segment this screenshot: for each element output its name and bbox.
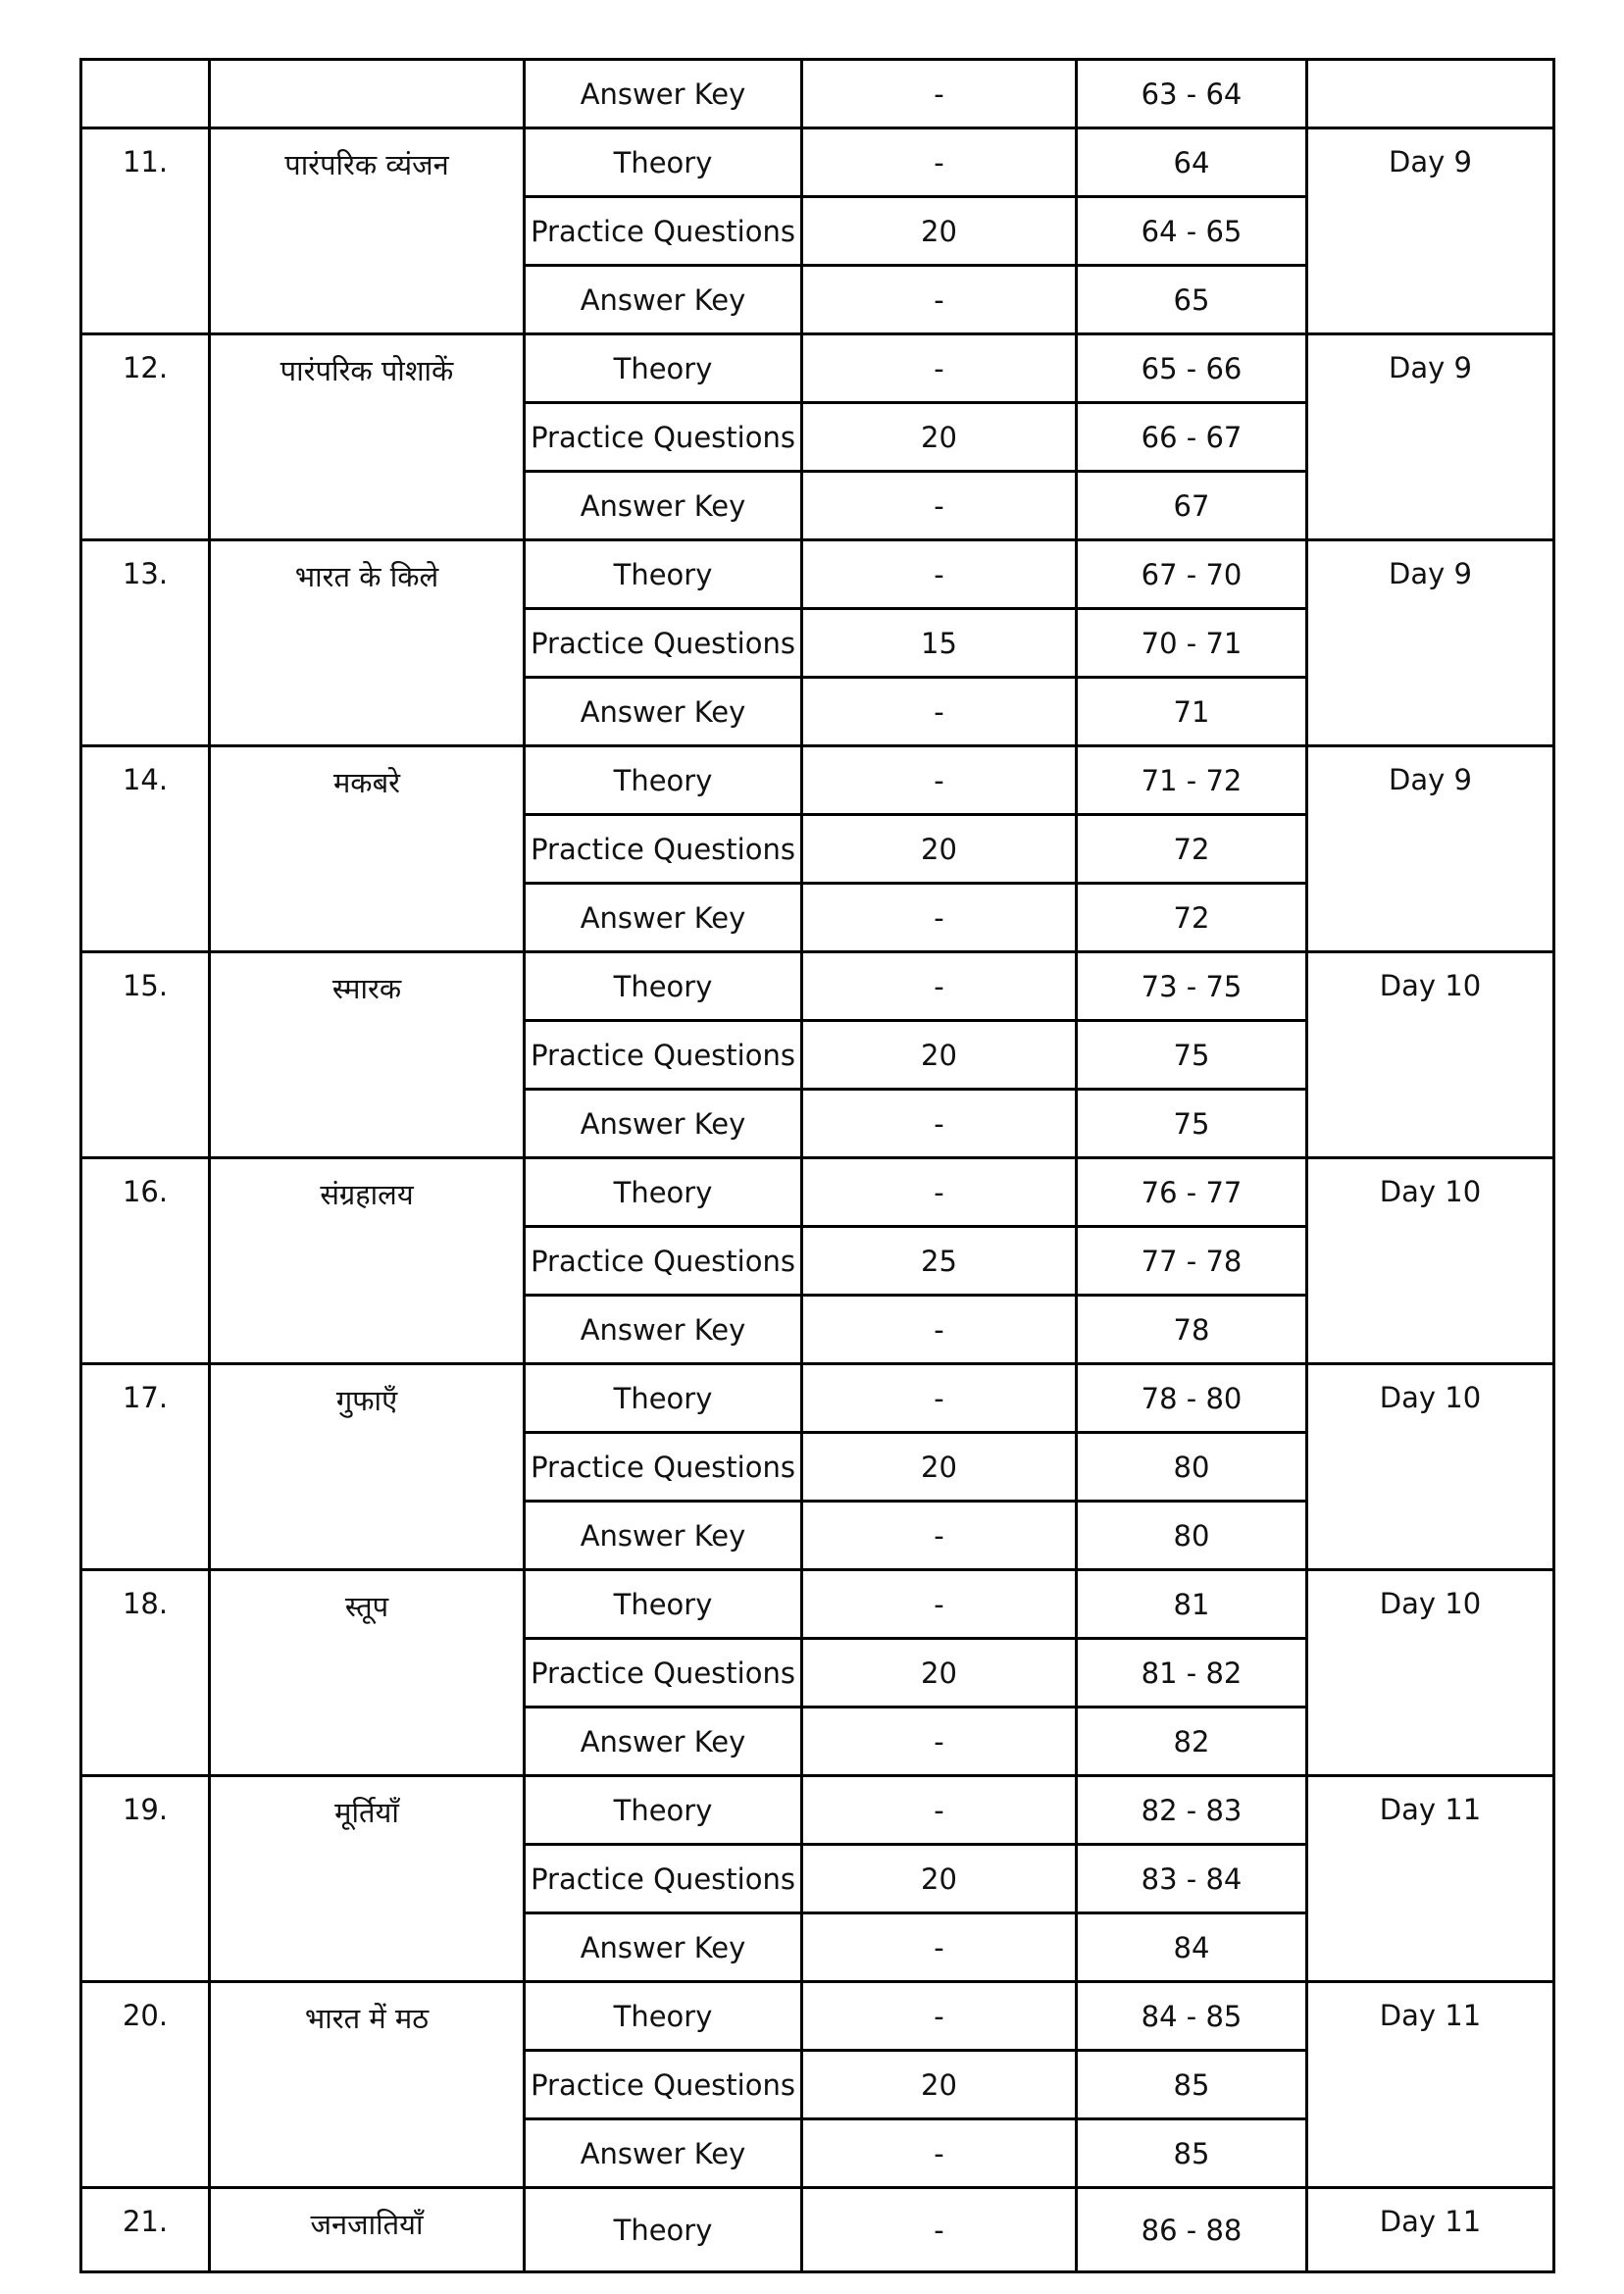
- section-cell: Answer Key: [525, 1502, 802, 1570]
- question-count-cell: -: [802, 2119, 1077, 2188]
- question-count-cell: -: [802, 540, 1077, 609]
- page-range-cell: 72: [1077, 884, 1307, 952]
- section-cell: Practice Questions: [525, 2051, 802, 2119]
- question-count-cell: 20: [802, 1845, 1077, 1913]
- section-cell: Answer Key: [525, 1296, 802, 1364]
- section-cell: Theory: [525, 746, 802, 815]
- section-cell: Practice Questions: [525, 197, 802, 266]
- table-row: [81, 540, 1554, 609]
- page-range-cell: 80: [1077, 1433, 1307, 1502]
- page-range-cell: 78 - 80: [1077, 1364, 1307, 1433]
- section-cell: Theory: [525, 1364, 802, 1433]
- page-range-cell: 72: [1077, 815, 1307, 884]
- section-cell: Theory: [525, 2188, 802, 2272]
- page-range-cell: 66 - 67: [1077, 403, 1307, 472]
- table-row: [81, 746, 1554, 815]
- section-cell: Theory: [525, 1776, 802, 1845]
- section-cell: Theory: [525, 1982, 802, 2051]
- section-cell: Answer Key: [525, 266, 802, 334]
- table-row: [81, 952, 1554, 1021]
- page-range-cell: 71 - 72: [1077, 746, 1307, 815]
- topic-number-cell: 17.: [81, 1364, 210, 1570]
- question-count-cell: 15: [802, 609, 1077, 678]
- page-range-cell: 81 - 82: [1077, 1639, 1307, 1708]
- question-count-cell: 20: [802, 815, 1077, 884]
- page-range-cell: 83 - 84: [1077, 1845, 1307, 1913]
- day-cell: Day 10: [1307, 1570, 1554, 1776]
- day-cell: Day 10: [1307, 1158, 1554, 1364]
- page-range-cell: 64: [1077, 128, 1307, 197]
- day-cell: Day 9: [1307, 540, 1554, 746]
- section-cell: Answer Key: [525, 60, 802, 128]
- page-range-cell: 65 - 66: [1077, 334, 1307, 403]
- day-cell: Day 10: [1307, 1364, 1554, 1570]
- question-count-cell: -: [802, 1982, 1077, 2051]
- question-count-cell: -: [802, 746, 1077, 815]
- page-range-cell: 81: [1077, 1570, 1307, 1639]
- question-count-cell: 20: [802, 2051, 1077, 2119]
- topic-title-cell: [210, 60, 525, 128]
- question-count-cell: -: [802, 952, 1077, 1021]
- page-range-cell: 84 - 85: [1077, 1982, 1307, 2051]
- page-range-cell: 64 - 65: [1077, 197, 1307, 266]
- topic-title-cell: गुफाएँ: [210, 1364, 525, 1570]
- day-cell: Day 9: [1307, 746, 1554, 952]
- question-count-cell: 20: [802, 197, 1077, 266]
- topic-number-cell: 15.: [81, 952, 210, 1158]
- topic-number-cell: 19.: [81, 1776, 210, 1982]
- section-cell: Theory: [525, 1158, 802, 1227]
- section-cell: Theory: [525, 128, 802, 197]
- page-range-cell: 67: [1077, 472, 1307, 540]
- page-range-cell: 80: [1077, 1502, 1307, 1570]
- question-count-cell: -: [802, 1364, 1077, 1433]
- section-cell: Answer Key: [525, 1708, 802, 1776]
- table-row: [81, 1776, 1554, 1845]
- topic-title-cell: संग्रहालय: [210, 1158, 525, 1364]
- question-count-cell: -: [802, 1570, 1077, 1639]
- day-cell: Day 9: [1307, 128, 1554, 334]
- topic-number-cell: 13.: [81, 540, 210, 746]
- table-row: [81, 2188, 1554, 2272]
- question-count-cell: 20: [802, 1639, 1077, 1708]
- page-range-cell: 65: [1077, 266, 1307, 334]
- table-row: [81, 1982, 1554, 2051]
- page-range-cell: 73 - 75: [1077, 952, 1307, 1021]
- page-range-cell: 85: [1077, 2119, 1307, 2188]
- topic-title-cell: पारंपरिक व्यंजन: [210, 128, 525, 334]
- page-range-cell: 63 - 64: [1077, 60, 1307, 128]
- section-cell: Answer Key: [525, 1090, 802, 1158]
- day-cell: Day 10: [1307, 952, 1554, 1158]
- question-count-cell: 20: [802, 1433, 1077, 1502]
- section-cell: Practice Questions: [525, 1021, 802, 1090]
- section-cell: Practice Questions: [525, 1639, 802, 1708]
- topic-title-cell: भारत के किले: [210, 540, 525, 746]
- section-cell: Answer Key: [525, 2119, 802, 2188]
- page-range-cell: 70 - 71: [1077, 609, 1307, 678]
- topic-title-cell: मूर्तियाँ: [210, 1776, 525, 1982]
- question-count-cell: 20: [802, 1021, 1077, 1090]
- section-cell: Practice Questions: [525, 1845, 802, 1913]
- topic-title-cell: पारंपरिक पोशाकें: [210, 334, 525, 540]
- question-count-cell: -: [802, 1708, 1077, 1776]
- topic-title-cell: मकबरे: [210, 746, 525, 952]
- topic-number-cell: 16.: [81, 1158, 210, 1364]
- topic-number-cell: 12.: [81, 334, 210, 540]
- question-count-cell: -: [802, 266, 1077, 334]
- question-count-cell: -: [802, 1502, 1077, 1570]
- question-count-cell: -: [802, 334, 1077, 403]
- day-cell: Day 11: [1307, 1776, 1554, 1982]
- question-count-cell: -: [802, 678, 1077, 746]
- carry-over-row: [81, 60, 1554, 128]
- question-count-cell: -: [802, 2188, 1077, 2272]
- contents-table-body: [81, 60, 1554, 2272]
- topic-number-cell: 18.: [81, 1570, 210, 1776]
- question-count-cell: -: [802, 1090, 1077, 1158]
- page-range-cell: 67 - 70: [1077, 540, 1307, 609]
- table-row: [81, 1158, 1554, 1227]
- section-cell: Practice Questions: [525, 1227, 802, 1296]
- topic-title-cell: स्तूप: [210, 1570, 525, 1776]
- table-row: [81, 334, 1554, 403]
- day-cell: Day 9: [1307, 334, 1554, 540]
- topic-number-cell: 11.: [81, 128, 210, 334]
- question-count-cell: -: [802, 1776, 1077, 1845]
- topic-number-cell: 14.: [81, 746, 210, 952]
- section-cell: Theory: [525, 334, 802, 403]
- page-range-cell: 75: [1077, 1021, 1307, 1090]
- page-range-cell: 75: [1077, 1090, 1307, 1158]
- section-cell: Answer Key: [525, 884, 802, 952]
- table-row: [81, 1364, 1554, 1433]
- question-count-cell: 25: [802, 1227, 1077, 1296]
- day-cell: [1307, 60, 1554, 128]
- section-cell: Answer Key: [525, 678, 802, 746]
- section-cell: Practice Questions: [525, 1433, 802, 1502]
- section-cell: Practice Questions: [525, 815, 802, 884]
- topic-title-cell: भारत में मठ: [210, 1982, 525, 2188]
- section-cell: Theory: [525, 540, 802, 609]
- page-range-cell: 78: [1077, 1296, 1307, 1364]
- section-cell: Practice Questions: [525, 403, 802, 472]
- section-cell: Answer Key: [525, 1913, 802, 1982]
- section-cell: Theory: [525, 1570, 802, 1639]
- question-count-cell: -: [802, 884, 1077, 952]
- page-range-cell: 82: [1077, 1708, 1307, 1776]
- question-count-cell: -: [802, 128, 1077, 197]
- section-cell: Practice Questions: [525, 609, 802, 678]
- contents-table: [79, 58, 1555, 2273]
- day-cell: Day 11: [1307, 1982, 1554, 2188]
- page-range-cell: 77 - 78: [1077, 1227, 1307, 1296]
- day-cell: Day 11: [1307, 2188, 1554, 2272]
- table-row: [81, 1570, 1554, 1639]
- question-count-cell: -: [802, 60, 1077, 128]
- page-range-cell: 82 - 83: [1077, 1776, 1307, 1845]
- topic-number-cell: 21.: [81, 2188, 210, 2272]
- section-cell: Theory: [525, 952, 802, 1021]
- question-count-cell: -: [802, 472, 1077, 540]
- page-range-cell: 86 - 88: [1077, 2188, 1307, 2272]
- page-range-cell: 85: [1077, 2051, 1307, 2119]
- page-range-cell: 84: [1077, 1913, 1307, 1982]
- question-count-cell: -: [802, 1913, 1077, 1982]
- question-count-cell: -: [802, 1296, 1077, 1364]
- topic-title-cell: जनजातियाँ: [210, 2188, 525, 2272]
- question-count-cell: 20: [802, 403, 1077, 472]
- page-range-cell: 71: [1077, 678, 1307, 746]
- topic-number-cell: [81, 60, 210, 128]
- question-count-cell: -: [802, 1158, 1077, 1227]
- section-cell: Answer Key: [525, 472, 802, 540]
- topic-title-cell: स्मारक: [210, 952, 525, 1158]
- table-row: [81, 128, 1554, 197]
- page-range-cell: 76 - 77: [1077, 1158, 1307, 1227]
- topic-number-cell: 20.: [81, 1982, 210, 2188]
